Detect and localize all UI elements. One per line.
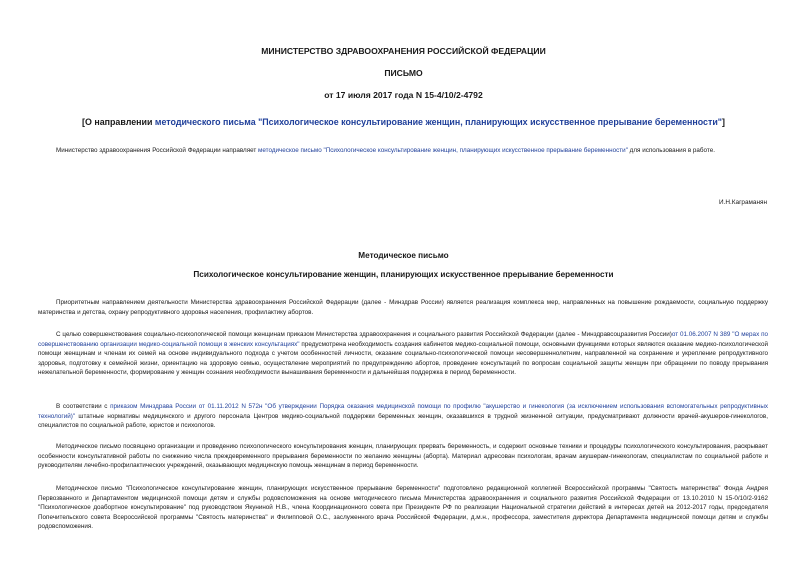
intro-link[interactable]: методическое письмо "Психологическое консультирование женщин, планирующих искусственное прерывание беременности" [258,147,628,154]
subject-prefix: [О направлении [82,117,155,127]
paragraph-3-before: В соответствии с [56,403,111,410]
paragraph-2-link[interactable]: от 01.06.2007 N 389 "О мерах по совершенствованию организации медико-социальной помощи в женских консультациях" [38,331,769,348]
method-letter-title: Методическое письмо [358,251,449,260]
signature: И.Н.Каграманян [719,199,767,206]
doc-type-heading: ПИСЬМО [384,68,423,78]
intro-paragraph [38,146,768,156]
method-letter-subtitle: Психологическое консультирование женщин, планирующих искусственное прерывание беременности [193,270,614,279]
paragraph-2-before: С целью совершенствования социально-психологической помощи женщинам приказом Министерства здравоохранения и социального развития Российской Федерации (далее - Минздравсоцразвития России) [56,331,672,338]
paragraph-3-after: штатные нормативы медицинского и другого персонала Центров медико-социальной поддержки беременных женщин, оказавшихся в трудной жизненной ситуации, предусматривают должности врачей-акушеров-гинекологов, специалистов по социальной работе, юристов и психологов. [38,412,768,430]
paragraph-3-link[interactable]: приказом Минздрава России от 01.11.2012 N 572н "Об утверждении Порядка оказания медицинской помощи по профилю "акушерство и гинекология (за исключением использования вспомогательных репродуктивных технологий)" [38,403,769,420]
paragraph-1: Приоритетным направлением деятельности Министерства здравоохранения Российской Федерации (далее - Минздрав России) является реализация комплекса мер, направленных на повышение рождаемости, социальную поддержку материнства и детства, охрану репродуктивного здоровья населения, профилактику абортов. [38,299,768,316]
intro-text-before: Министерство здравоохранения Российской Федерации направляет [56,147,259,154]
intro-text-after: для использования в работе. [627,147,715,154]
paragraph-2-after: предусмотрена необходимость создания кабинетов медико-социальной помощи, основными функциями которых являются оказание медико-психологической помощи женщинам и членам их семей на основе индивидуального подхода с учетом особенностей личности, оказание социально-психологической помощи несовершеннолетним, направленной на сохранение и укрепление репродуктивного здоровья, подготовку к семейной жизни, ориентацию на здоровую семью, осуществление мероприятий по предупреждению абортов, проведение консультаций по вопросам социальной защиты женщин при обращении по поводу прерывания нежелательной беременности, формирование у женщин сознания необходимости вынашивания беременности и дальнейшая поддержка в период беременности. [38,340,768,377]
paragraph-4: Методическое письмо посвящено организации и проведению психологического консультирования женщин, планирующих прервать беременность, и содержит основные техники и процедуры психологического консультирования, раскрывает особенности консультативной работы по снижению числа преждевременного прерывания беременности по желанию женщины (аборта). Материал адресован психологам, врачам акушерам-гинекологам, специалистам по социальной работе и руководителям лечебно-профилактических учреждений, оказывающих медицинскую помощь женщинам в период беременности. [38,443,768,470]
paragraph-5: Методическое письмо "Психологическое консультирование женщин, планирующих искусственное прерывание беременности" подготовлено редакционной коллегией Всероссийской программы "Святость материнства" Фонда Андрея Первозванного и Департаментом медицинской помощи детям и службы родовспоможения на основе методического письма Министерства здравоохранения и социального развития Российской Федерации от 13.10.2010 N 15-0/10/2-9162 "Психологическое доабортное консультирование" под руководством Якуниной Н.В., члена Координационного совета при Президенте РФ по реализации Национальной стратегии действий в интересах детей на 2012-2017 годы, председателя Попечительского совета Всероссийской программы "Святость материнства" и Филипповой О.С., заслуженного врача Российской Федерации, д.м.н., профессора, заместителя директора Департамента медицинской помощи детям и службы родовспоможения. [38,485,768,531]
subject-link[interactable]: методического письма "Психологическое консультирование женщин, планирующих искусственное прерывание беременности" [154,117,722,127]
ministry-heading: МИНИСТЕРСТВО ЗДРАВООХРАНЕНИЯ РОССИЙСКОЙ ФЕДЕРАЦИИ [261,46,546,56]
subject-suffix: ] [722,117,725,127]
date-number-heading: от 17 июля 2017 года N 15-4/10/2-4792 [324,90,483,100]
subject-heading [0,117,807,127]
paragraph-2 [38,330,768,378]
paragraph-3 [38,402,768,431]
